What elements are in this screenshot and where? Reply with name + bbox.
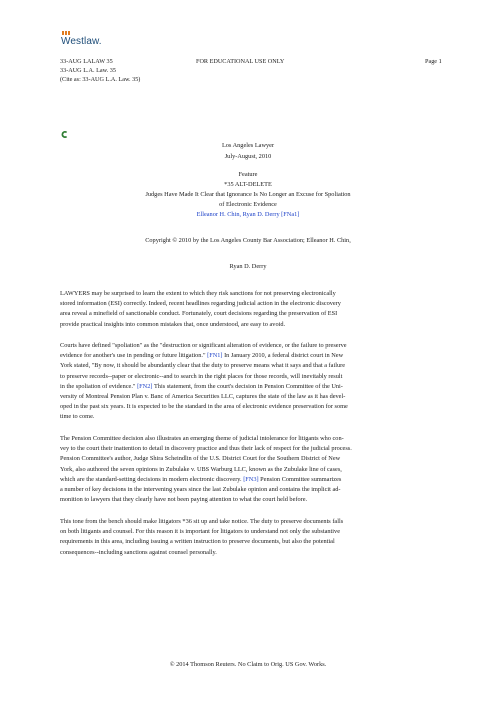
paragraph-line: stored information (ESI) correctly. Indeed, recent headlines regarding judicial action in the electronic discovery [60, 300, 341, 308]
paragraph-line: The Pension Committee decision also illustrates an emerging theme of judicial intolerance for litigants who con- [60, 435, 344, 442]
paragraph-line: evidence for another's use in pending or future litigation." [FN1] In January 2010, a federal district court in New [60, 352, 344, 360]
article-subtitle-1: Judges Have Made It Clear that Ignorance Is No Longer an Excuse for Spoliation [145, 191, 351, 198]
paragraph-line: in the spoliation of evidence." [FN2] This statement, from the court's decision in Pension Committee of the Uni- [60, 382, 343, 390]
byline: Ryan D. Derry [229, 263, 267, 270]
footer-copyright: © 2014 Thomson Reuters. No Claim to Orig. US Gov. Works. [169, 661, 327, 668]
footnote-link[interactable]: [FN3] [243, 475, 259, 483]
educational-use-notice: FOR EDUCATIONAL USE ONLY [196, 58, 285, 65]
paragraph-line: monition to lawyers that they clearly have not been paying attention to what the court held before. [60, 496, 308, 504]
author-links[interactable]: Elleanor H. Chin, Ryan D. Derry [FNa1] [196, 211, 300, 218]
citation-line-3: (Cite as: 33-AUG L.A. Law. 35) [60, 76, 141, 83]
paragraph-line: to preserve records--paper or electronic--and to search in the right places for those records, will inevitably result [60, 372, 343, 380]
paragraph-line: Courts have defined "spoliation" as the "destruction or significant alteration of evidence, or the failure to preserve [60, 342, 347, 349]
paragraph-line: Pension Committee's author, Judge Shira Scheindlin of the U.S. District Court for the Southern District of New [60, 455, 341, 463]
copyright-line: Copyright © 2010 by the Los Angeles County Bar Association; Elleanor H. Chin, [145, 237, 351, 244]
status-flag-icon[interactable] [61, 131, 68, 138]
article-title: *35 ALT-DELETE [224, 181, 272, 188]
westlaw-logo: Westlaw. [61, 36, 102, 47]
page-number: Page 1 [425, 58, 442, 65]
paragraph-line: which are the standard-setting decisions in modern electronic discovery. [FN3] Pension Committee summarizes [60, 475, 342, 483]
publication-date: July-August, 2010 [224, 153, 272, 160]
paragraph-line: on both litigants and counsel. For this reason it is important for litigators to understand not only the substantive [60, 528, 341, 536]
paragraph-line: York stated, "By now, it should be abundantly clear that the duty to preserve means what it says and that a failure [60, 362, 345, 370]
paragraph-line: requirements in this area, including issuing a written instruction to preserve documents, but also the potential [60, 538, 335, 546]
paragraph-line: consequences--including sanctions against counsel personally. [60, 548, 217, 556]
body-paragraph-4 [60, 517, 446, 558]
paragraph-line: area reveal a minefield of sanctionable conduct. Fortunately, court decisions regarding the preservation of ESI [60, 310, 338, 318]
paragraph-line: This tone from the bench should make litigators *36 sit up and take notice. The duty to preserve documents falls [60, 518, 344, 525]
footnote-link[interactable]: [FN2] [137, 382, 153, 390]
publication-name: Los Angeles Lawyer [221, 142, 275, 149]
body-paragraph-3 [60, 434, 446, 505]
paragraph-line: vey to the court their inattention to detail in discovery practice and thus their lack of respect for the judicial process. [60, 445, 352, 453]
body-paragraph-1 [60, 289, 446, 330]
footnote-link[interactable]: [FN1] [207, 352, 223, 360]
citation-line-1: 33-AUG LALAW 35 [60, 58, 113, 65]
paragraph-line: provide practical insights into common mistakes that, once understood, are easy to avoid. [60, 320, 286, 328]
paragraph-line: a number of key decisions in the intervening years since the last Zubulake opinion and contains the implicit ad- [60, 486, 341, 494]
body-paragraph-2 [60, 341, 446, 423]
citation-line-2: 33-AUG L.A. Law. 35 [60, 67, 116, 74]
paragraph-line: York, also authored the seven opinions in Zubulake v. UBS Warburg LLC, known as the Zubulake line of cases, [60, 465, 342, 473]
citation-block [60, 57, 140, 84]
section-label: Feature [238, 171, 258, 178]
article-subtitle-2: of Electronic Evidence [219, 201, 277, 208]
paragraph-line: versity of Montreal Pension Plan v. Banc of America Securities LLC, captures the state of the law as it has devel- [60, 393, 346, 401]
paragraph-line: time to come. [60, 413, 95, 421]
paragraph-line: LAWYERS may be surprised to learn the extent to which they risk sanctions for not preserving electronically [60, 290, 336, 297]
paragraph-line: oped in the past six years. It is expected to be the standard in the area of electronic evidence preservation for some [60, 403, 348, 411]
